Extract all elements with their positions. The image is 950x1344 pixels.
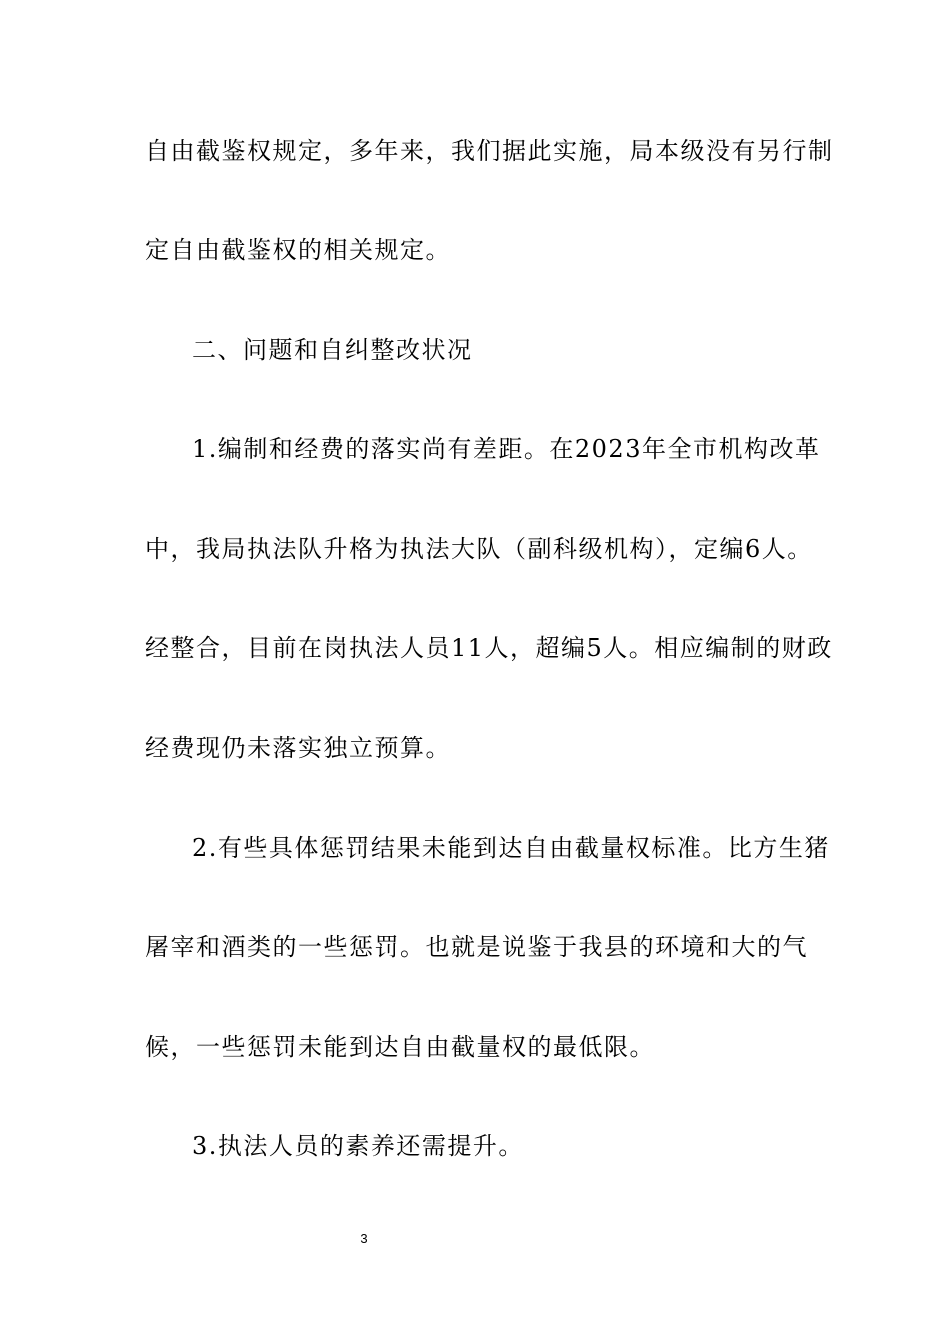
body-text-line: 经整合，目前在岗执法人员11人，超编5人。相应编制的财政 <box>145 634 833 662</box>
body-text-line: 候，一些惩罚未能到达自由截量权的最低限。 <box>145 1033 655 1061</box>
body-text-line: 1.编制和经费的落实尚有差距。在2023年全市机构改革 <box>192 435 821 463</box>
body-text-line: 屠宰和酒类的一些惩罚。也就是说鉴于我县的环境和大的气 <box>145 933 808 961</box>
section-heading: 二、问题和自纠整改状况 <box>192 336 473 364</box>
page-number: 3 <box>360 1231 368 1246</box>
body-text-line: 中，我局执法队升格为执法大队（副科级机构），定编6人。 <box>145 535 813 563</box>
body-text-line: 定自由截鉴权的相关规定。 <box>145 236 451 264</box>
body-text-line: 2.有些具体惩罚结果未能到达自由截量权标准。比方生猪 <box>192 834 830 862</box>
body-text-line: 自由截鉴权规定，多年来，我们据此实施，局本级没有另行制 <box>145 137 834 165</box>
body-text-line: 经费现仍未落实独立预算。 <box>145 734 451 762</box>
body-text-line: 3.执法人员的素养还需提升。 <box>192 1132 524 1160</box>
